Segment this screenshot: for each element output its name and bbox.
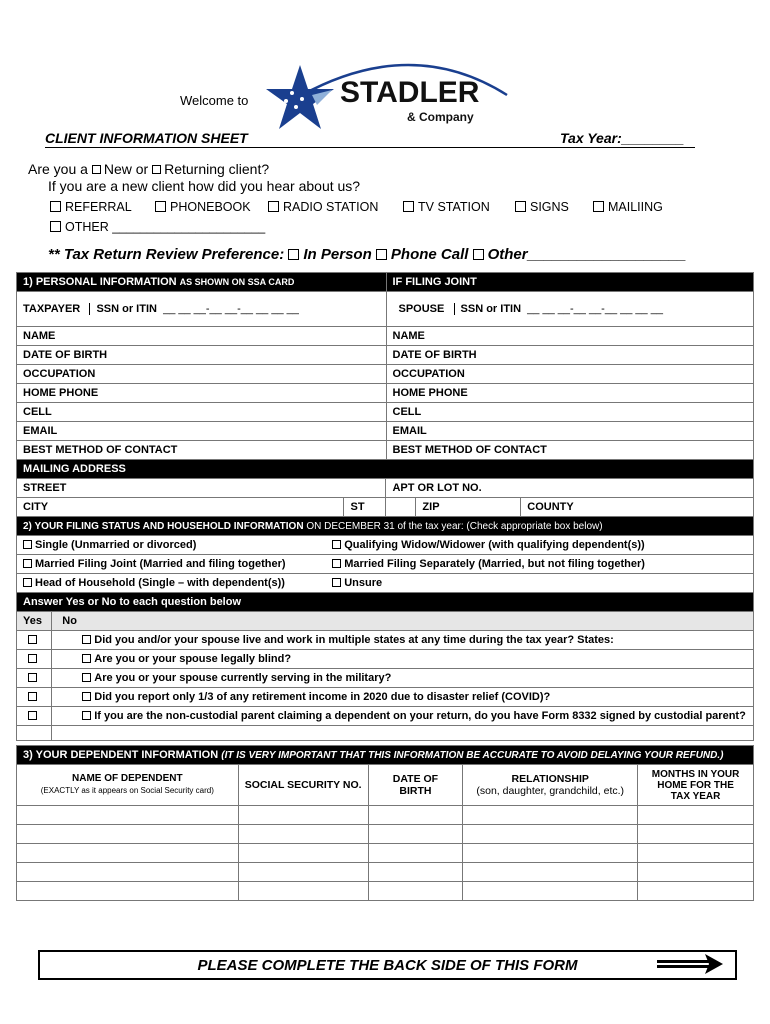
filing-status-table	[16, 516, 754, 612]
taxpayer-home-phone-field[interactable]: HOME PHONE	[17, 384, 387, 403]
spouse-dob-field[interactable]: DATE OF BIRTH	[386, 346, 754, 365]
signs-option[interactable]: SIGNS	[515, 200, 569, 214]
yes-column-label: Yes	[17, 612, 52, 631]
taxpayer-cell-field[interactable]: CELL	[17, 403, 387, 422]
taxpayer-occupation-field[interactable]: OCCUPATION	[17, 365, 387, 384]
tv-station-option[interactable]: TV STATION	[403, 200, 490, 214]
dependent-row[interactable]	[17, 825, 754, 844]
spouse-contact-field[interactable]: BEST METHOD OF CONTACT	[386, 441, 754, 460]
spouse-ssn-row[interactable]: SPOUSE SSN or ITIN __ __ __-__ __-__ __ __ __	[386, 292, 754, 327]
yes-no-header: Answer Yes or No to each question below	[17, 593, 754, 612]
referral-option[interactable]: REFERRAL	[50, 200, 132, 214]
referral-question: If you are a new client how did you hear about us?	[48, 178, 361, 194]
status-unsure[interactable]: Unsure	[326, 574, 753, 593]
col-dependent-name: NAME OF DEPENDENT (EXACTLY as it appears on Social Security card)	[17, 765, 239, 806]
q4-yes-checkbox[interactable]	[17, 688, 52, 707]
other-option[interactable]: OTHER ______________________	[50, 220, 265, 234]
dependent-row[interactable]	[17, 863, 754, 882]
no-column-label: No	[52, 612, 754, 631]
logo-sub: & Company	[407, 110, 474, 124]
phone-call-checkbox[interactable]	[376, 249, 387, 260]
filing-status-header: 2) YOUR FILING STATUS AND HOUSEHOLD INFORMATION ON DECEMBER 31 of the tax year: (Check appropriate box below)	[17, 517, 754, 536]
taxpayer-dob-field[interactable]: DATE OF BIRTH	[17, 346, 387, 365]
status-single[interactable]: Single (Unmarried or divorced)	[17, 536, 327, 555]
col-months: MONTHS IN YOUR HOME FOR THE TAX YEAR	[638, 765, 754, 806]
spouse-occupation-field[interactable]: OCCUPATION	[386, 365, 754, 384]
col-dob: DATE OF BIRTH	[368, 765, 463, 806]
status-head-household[interactable]: Head of Household (Single – with dependent(s))	[17, 574, 327, 593]
title-divider	[45, 147, 695, 148]
q2-yes-checkbox[interactable]	[17, 650, 52, 669]
review-preference: ** Tax Return Review Preference: In Person Phone Call Other___________________	[48, 246, 687, 263]
arrow-right-icon	[655, 952, 725, 976]
mailing-option[interactable]: MAILIING	[593, 200, 663, 214]
street-field[interactable]: STREET	[17, 479, 386, 498]
taxpayer-email-field[interactable]: EMAIL	[17, 422, 387, 441]
county-field[interactable]: COUNTY	[521, 498, 754, 517]
logo-name: STADLER	[340, 76, 480, 109]
taxpayer-contact-field[interactable]: BEST METHOD OF CONTACT	[17, 441, 387, 460]
q5-yes-checkbox[interactable]	[17, 707, 52, 726]
spouse-home-phone-field[interactable]: HOME PHONE	[386, 384, 754, 403]
question-multistate[interactable]: Did you and/or your spouse live and work in multiple states at any time during the tax year? States:	[52, 631, 754, 650]
tax-year-field[interactable]: Tax Year:________	[560, 130, 685, 146]
dependent-row[interactable]	[17, 882, 754, 901]
dependents-table	[16, 745, 754, 901]
radio-station-option[interactable]: RADIO STATION	[268, 200, 378, 214]
question-form-8332[interactable]: If you are the non-custodial parent claiming a dependent on your return, do you have Form 8332 signed by custodial parent?	[52, 707, 754, 726]
footer-banner	[38, 950, 737, 980]
footer-text: PLEASE COMPLETE THE BACK SIDE OF THIS FORM	[197, 957, 578, 974]
taxpayer-name-field[interactable]: NAME	[17, 327, 387, 346]
q3-yes-checkbox[interactable]	[17, 669, 52, 688]
col-relationship: RELATIONSHIP (son, daughter, grandchild, etc.)	[463, 765, 638, 806]
personal-info-table	[16, 272, 754, 460]
mailing-address-header: MAILING ADDRESS	[17, 460, 754, 479]
in-person-checkbox[interactable]	[288, 249, 299, 260]
taxpayer-ssn-row[interactable]: TAXPAYER SSN or ITIN __ __ __-__ __-__ __ __ __	[17, 292, 387, 327]
state-field[interactable]: ST	[344, 498, 386, 517]
status-married-separate[interactable]: Married Filing Separately (Married, but not filing together)	[326, 555, 753, 574]
sheet-title: CLIENT INFORMATION SHEET	[45, 130, 248, 146]
q1-yes-checkbox[interactable]	[17, 631, 52, 650]
dependent-row[interactable]	[17, 844, 754, 863]
other-pref-checkbox[interactable]	[473, 249, 484, 260]
stadler-logo	[262, 55, 522, 140]
dependents-header: 3) YOUR DEPENDENT INFORMATION (IT IS VERY IMPORTANT THAT THIS INFORMATION BE ACCURATE TO AVOID DELAYING YOUR REFUND.)	[17, 746, 754, 765]
status-widow[interactable]: Qualifying Widow/Widower (with qualifying dependent(s))	[326, 536, 753, 555]
question-blind[interactable]: Are you or your spouse legally blind?	[52, 650, 754, 669]
yes-no-table	[16, 611, 754, 741]
welcome-text: Welcome to	[180, 93, 249, 108]
col-ssn: SOCIAL SECURITY NO.	[238, 765, 368, 806]
address-table	[16, 459, 754, 517]
status-married-joint[interactable]: Married Filing Joint (Married and filing together)	[17, 555, 327, 574]
spouse-cell-field[interactable]: CELL	[386, 403, 754, 422]
dependent-row[interactable]	[17, 806, 754, 825]
spouse-ssn-input: __ __ __-__ __-__ __ __ __	[527, 303, 663, 315]
apt-field[interactable]: APT OR LOT NO.	[386, 479, 754, 498]
spouse-name-field[interactable]: NAME	[386, 327, 754, 346]
personal-info-header: 1) PERSONAL INFORMATION AS SHOWN ON SSA CARD IF FILING JOINT	[17, 273, 754, 292]
client-type-question: Are you a New or Returning client?	[28, 161, 270, 177]
city-field[interactable]: CITY	[17, 498, 344, 517]
question-retirement[interactable]: Did you report only 1/3 of any retirement income in 2020 due to disaster relief (COVID)?	[52, 688, 754, 707]
new-client-checkbox[interactable]	[92, 165, 101, 174]
spouse-email-field[interactable]: EMAIL	[386, 422, 754, 441]
taxpayer-ssn-input: __ __ __-__ __-__ __ __ __	[163, 303, 299, 315]
zip-field[interactable]: ZIP	[416, 498, 521, 517]
question-military[interactable]: Are you or your spouse currently serving in the military?	[52, 669, 754, 688]
returning-client-checkbox[interactable]	[152, 165, 161, 174]
phonebook-option[interactable]: PHONEBOOK	[155, 200, 251, 214]
